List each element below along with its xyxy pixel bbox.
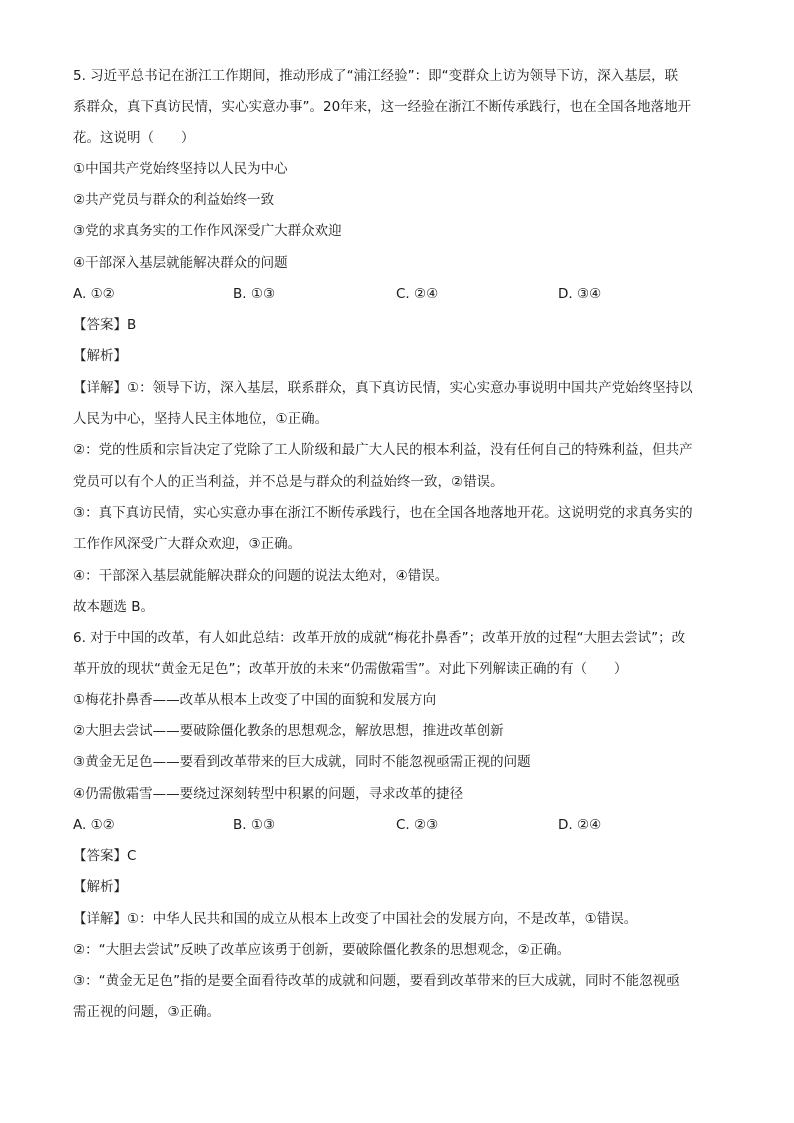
q5-explanation-line-4: 党员可以有个人的正当利益，并不总是与群众的利益始终一致，②错误。: [73, 474, 504, 490]
q5-stem-line-3: 花。这说明（ ）: [73, 130, 195, 146]
q6-explanation-line-1: 【详解】①：中华人民共和国的成立从根本上改变了中国社会的发展方向，不是改革，①错误。: [73, 911, 638, 927]
q5-explanation-line-5: ③：真下真访民情，实心实意办事在浙江不断传承践行，也在全国各地落地开花。这说明党的求真务实的: [73, 505, 693, 521]
q6-answer: 【答案】C: [73, 848, 137, 864]
q6-option-b: B. ①③: [233, 817, 276, 833]
q6-option-d: D. ②④: [558, 817, 602, 833]
q5-option-a: A. ①②: [73, 286, 115, 302]
q5-option-c: C. ②④: [396, 286, 439, 302]
q6-option-a: A. ①②: [73, 817, 115, 833]
q6-option-c: C. ②③: [396, 817, 439, 833]
q5-analysis-label: 【解析】: [73, 348, 127, 364]
q6-explanation-line-2: ②：“大胆去尝试”反映了改革应该勇于创新，要破除僵化教条的思想观念，②正确。: [73, 942, 571, 958]
q5-stem-line-2: 系群众，真下真访民情，实心实意办事”。20年来，这一经验在浙江不断传承践行，也在全国各地落地开: [73, 99, 692, 115]
q5-options: [73, 284, 733, 304]
q5-explanation-line-3: ②：党的性质和宗旨决定了党除了工人阶级和最广大人民的根本利益，没有任何自己的特殊利益，但共产: [73, 442, 693, 458]
q5-explanation-line-7: ④：干部深入基层就能解决群众的问题的说法太绝对，④错误。: [73, 568, 449, 584]
q6-stem-line-2: 革开放的现状“黄金无足色”；改革开放的未来“仍需傲霜雪”。对此下列解读正确的有（ ）: [73, 661, 628, 677]
q6-statement-3: ③黄金无足色——要看到改革带来的巨大成就，同时不能忽视亟需正视的问题: [73, 754, 531, 770]
q6-stem-line-1: 6. 对于中国的改革，有人如此总结：改革开放的成就“梅花扑鼻香”；改革开放的过程“大胆去尝试”；改: [73, 630, 686, 646]
q5-statement-1: ①中国共产党始终坚持以人民为中心: [73, 161, 288, 177]
q6-statement-4: ④仍需傲霜雪——要绕过深刻转型中积累的问题，寻求改革的捷径: [73, 786, 464, 802]
q5-statement-3: ③党的求真务实的工作作风深受广大群众欢迎: [73, 223, 342, 239]
q6-statement-2: ②大胆去尝试——要破除僵化教条的思想观念，解放思想，推进改革创新: [73, 723, 504, 739]
q5-statement-2: ②共产党员与群众的利益始终一致: [73, 192, 275, 208]
q5-explanation-line-8: 故本题选 B。: [73, 599, 155, 615]
q5-stem-line-1: 5. 习近平总书记在浙江工作期间，推动形成了“浦江经验”：即“变群众上访为领导下访，深入基层，联: [73, 68, 679, 84]
q5-explanation-line-6: 工作作风深受广大群众欢迎，③正确。: [73, 536, 302, 552]
q6-statement-1: ①梅花扑鼻香——改革从根本上改变了中国的面貌和发展方向: [73, 692, 437, 708]
q5-explanation-line-2: 人民为中心，坚持人民主体地位，①正确。: [73, 411, 329, 427]
q5-option-d: D. ③④: [558, 286, 602, 302]
q5-explanation-line-1: 【详解】①：领导下访，深入基层，联系群众，真下真访民情，实心实意办事说明中国共产党始终坚持以: [73, 380, 693, 396]
q6-explanation-line-4: 需正视的问题，③正确。: [73, 1004, 221, 1020]
q6-explanation-line-3: ③：“黄金无足色”指的是要全面看待改革的成就和问题，要看到改革带来的巨大成就，同时不能忽视亟: [73, 973, 680, 989]
q6-analysis-label: 【解析】: [73, 879, 127, 895]
q5-statement-4: ④干部深入基层就能解决群众的问题: [73, 255, 288, 271]
q5-answer: 【答案】B: [73, 317, 137, 333]
q6-options: [73, 815, 733, 835]
q5-option-b: B. ①③: [233, 286, 276, 302]
